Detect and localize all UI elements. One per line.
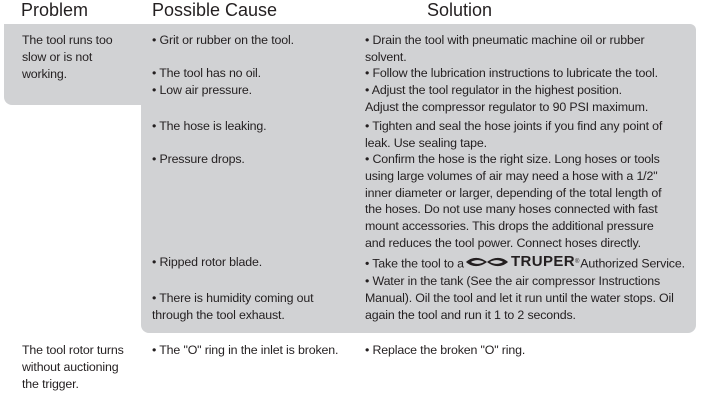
registered-mark: ® bbox=[575, 259, 580, 265]
solution-authorized-service bbox=[365, 254, 685, 272]
service-text-after: Authorized Service. bbox=[580, 256, 685, 271]
cause-o-ring-broken: • The "O" ring in the inlet is broken. bbox=[152, 343, 339, 357]
cause-no-oil: • The tool has no oil. bbox=[152, 66, 261, 80]
cause-humidity: • There is humidity coming out through the tool exhaust. bbox=[152, 291, 314, 322]
solution-seal-hose: • Tighten and seal the hose joints if you find any point of leak. Use sealing tape. bbox=[365, 119, 663, 150]
problem-rotor-turns: The tool rotor turns without auctioning the trigger. bbox=[22, 343, 124, 391]
header-problem: Problem bbox=[21, 0, 89, 20]
solution-drain-tool: • Drain the tool with pneumatic machine oil or rubber solvent. bbox=[365, 33, 645, 64]
solution-hose-size: • Confirm the hose is the right size. Long hoses or tools using large volumes of air may need a hose with a 1/2" inner diameter or larger, depending of the total length of the hoses. Do not use many hoses connected with fast mount accessories. This drops the additional pressure and reduces the tool power. Connect hoses directly. bbox=[365, 152, 662, 250]
solution-water-in-tank: • Water in the tank (See the air compressor Instructions Manual). Oil the tool and let it run until the water stops. Oil again the tool and run it 1 to 2 seconds. bbox=[365, 274, 674, 322]
solution-tool-regulator: • Adjust the tool regulator in the highest position. bbox=[365, 83, 622, 97]
truper-logo-icon bbox=[465, 256, 509, 268]
problem-slow-tool: The tool runs too slow or is not working. bbox=[22, 33, 113, 81]
cause-pressure-drops: • Pressure drops. bbox=[152, 152, 245, 166]
truper-wordmark: TRUPER bbox=[510, 253, 576, 271]
service-text-before: • Take the tool to a bbox=[365, 256, 464, 271]
cause-ripped-blade: • Ripped rotor blade. bbox=[152, 255, 263, 269]
header-possible-cause: Possible Cause bbox=[152, 0, 278, 20]
solution-lubrication: • Follow the lubrication instructions to lubricate the tool. bbox=[365, 66, 658, 80]
cause-hose-leak: • The hose is leaking. bbox=[152, 119, 267, 133]
truper-brand bbox=[464, 254, 580, 271]
solution-compressor-regulator: Adjust the compressor regulator to 90 PSI maximum. bbox=[365, 100, 649, 114]
header-solution: Solution bbox=[427, 0, 493, 20]
solution-replace-o-ring: • Replace the broken "O" ring. bbox=[365, 343, 526, 357]
cause-grit: • Grit or rubber on the tool. bbox=[152, 33, 294, 47]
cause-low-pressure: • Low air pressure. bbox=[152, 83, 252, 97]
